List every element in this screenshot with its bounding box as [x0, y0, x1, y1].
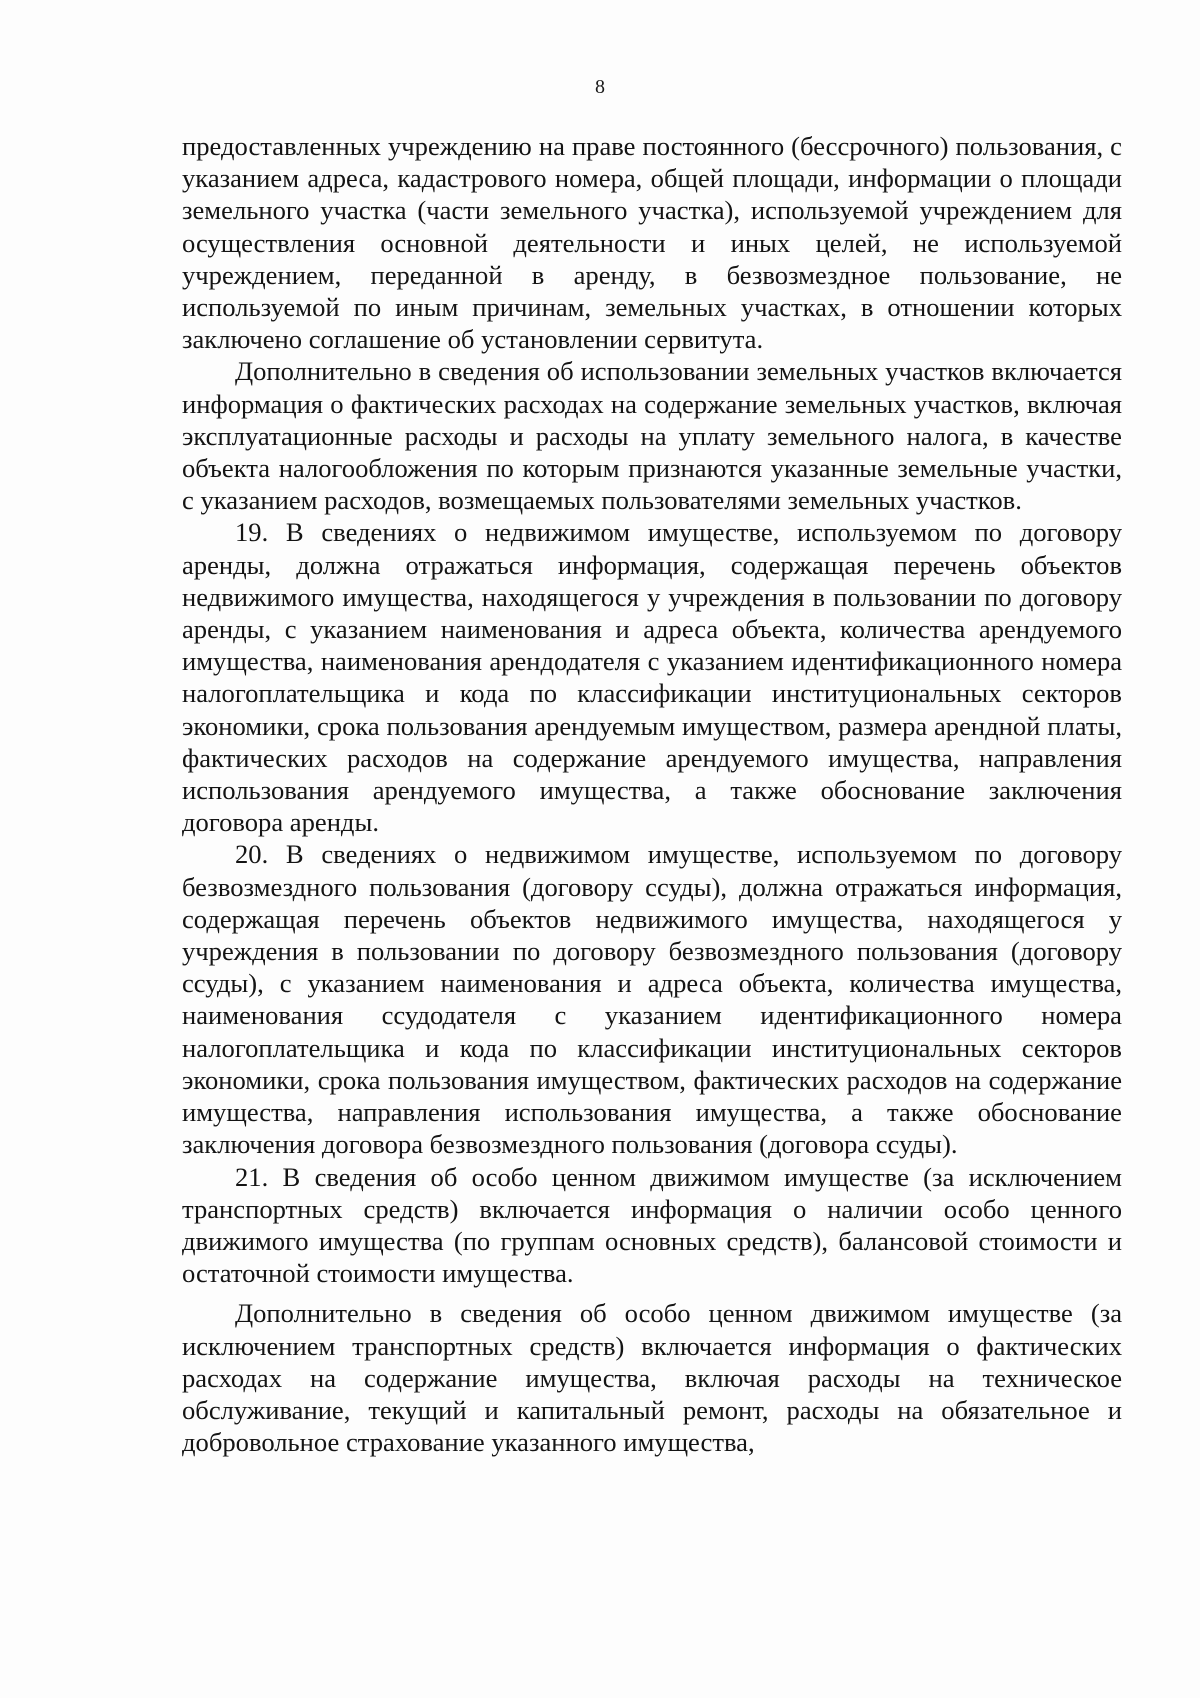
page-number: 8 — [595, 76, 605, 98]
paragraph-continuation: предоставленных учреждению на праве постоянного (бессрочного) пользования, с указанием адреса, кадастрового номера, общей площади, информации о площади земельного участка (части земельного участка), используемой учреждением для осуществления основной деятельности и иных целей, не используемой учреждением, переданной в аренду, в безвозмездное пользование, не используемой по иным причинам, земельных участках, в отношении которых заключено соглашение об установлении сервитута. — [182, 131, 1122, 355]
paragraph-item-19: 19. В сведениях о недвижимом имуществе, используемом по договору аренды, должна отражаться информация, содержащая перечень объектов недвижимого имущества, находящегося у учреждения в пользовании по договору аренды, с указанием наименования и адреса объекта, количества арендуемого имущества, наименования арендодателя с указанием идентификационного номера налогоплательщика и кода по классификации институциональных секторов экономики, срока пользования арендуемым имуществом, размера арендной платы, фактических расходов на содержание арендуемого имущества, направления использования арендуемого имущества, а также обоснование заключения договора аренды. — [182, 517, 1122, 838]
paragraph-item-21: 21. В сведения об особо ценном движимом имуществе (за исключением транспортных средств) включается информация о наличии особо ценного движимого имущества (по группам основных средств), балансовой стоимости и остаточной стоимости имущества. — [182, 1161, 1122, 1289]
paragraph-movable-property-expenses: Дополнительно в сведения об особо ценном движимом имуществе (за исключением транспортных средств) включается информация о фактических расходах на содержание имущества, включая расходы на техническое обслуживание, текущий и капитальный ремонт, расходы на обязательное и добровольное страхование указанного имущества, — [182, 1298, 1122, 1458]
paragraph-land-expenses: Дополнительно в сведения об использовании земельных участков включается информация о фактических расходах на содержание земельных участков, включая эксплуатационные расходы и расходы на уплату земельного налога, в качестве объекта налогообложения по которым признаются указанные земельные участки, с указанием расходов, возмещаемых пользователями земельных участков. — [182, 356, 1122, 516]
document-body — [182, 130, 1122, 1458]
paragraph-item-20: 20. В сведениях о недвижимом имуществе, используемом по договору безвозмездного пользования (договору ссуды), должна отражаться информация, содержащая перечень объектов недвижимого имущества, находящегося у учреждения в пользовании по договору безвозмездного пользования (договору ссуды), с указанием наименования и адреса объекта, количества имущества, наименования ссудодателя с указанием идентификационного номера налогоплательщика и кода по классификации институциональных секторов экономики, срока пользования имуществом, фактических расходов на содержание имущества, направления использования имущества, а также обоснование заключения договора безвозмездного пользования (договора ссуды). — [182, 839, 1122, 1160]
